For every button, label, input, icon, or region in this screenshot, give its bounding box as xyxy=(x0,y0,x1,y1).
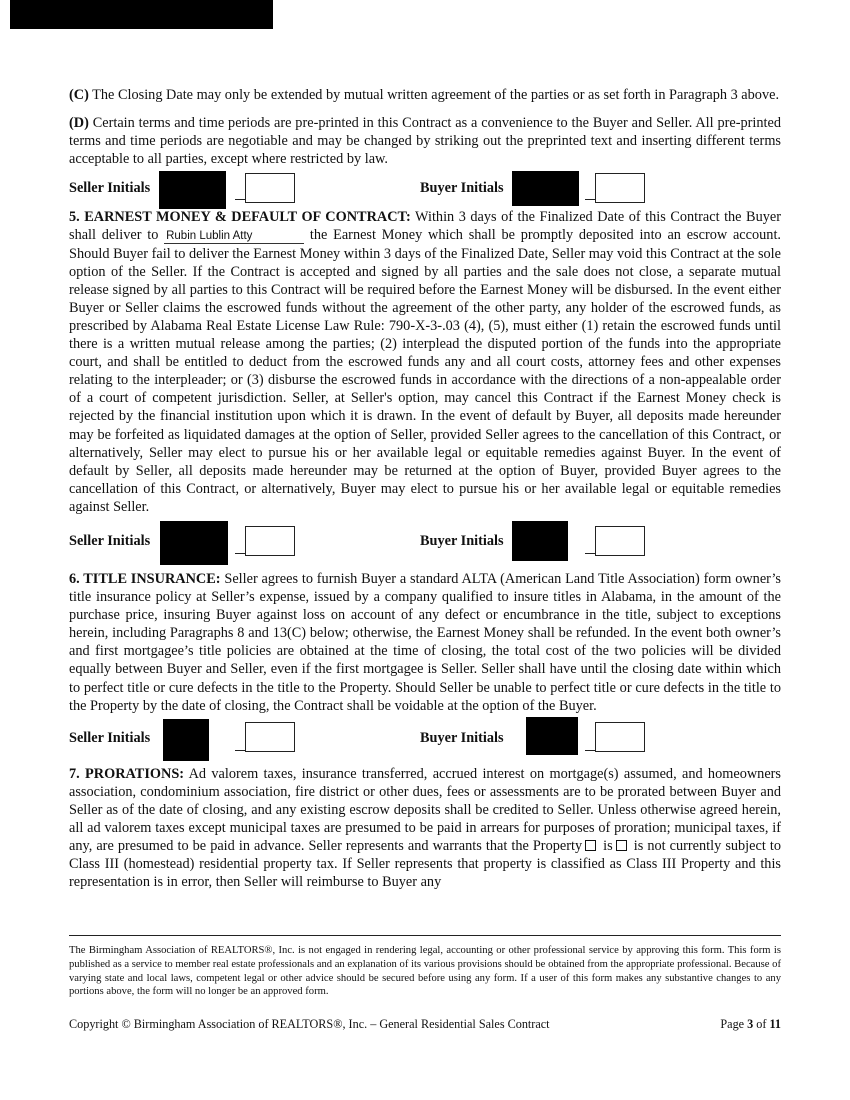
page-current: 3 xyxy=(747,1017,754,1031)
page-prefix: Page xyxy=(720,1017,748,1031)
section-5-text-a: Within 3 days of the Finalized Date of this Contract the Buyer shall deliver to xyxy=(69,209,781,244)
section-5-text-b: the Earnest Money which shall be promptly deposited into an escrow account. Should Buyer fail to deliver the Earnest Money within 3 days of the Finalized Date, Seller may void this Contract at the sole option of the Seller. If the Contract is accepted and signed by all parties and the sale does not close, a separate mutual release signed by all parties to this Contract will be required before the Earnest Money will be disbursed. In the event either Buyer or Seller claims the escrowed funds without the agreement of the other party, any holder of the escrowed funds, as prescribed by Alabama Real Estate License Law Rule: 790-X-3-.03 (4), (5), must either (1) retain the escrowed funds until there is a written mutual release among the parties; (2) interplead the disputed portion of the funds into the appropriate court, and shall be entitled to deduct from the escrowed funds any and all court costs, attorney fees and other expenses relating to the interpleader; or (3) disburse the escrowed funds in accordance with the directions of a non-appealable order of a court of competent jurisdiction. Seller, at Seller's option, may cancel this Contract if the Earnest Money check is rejected by the financial institution upon which it is drawn. In the event of default by Buyer, all deposits made hereunder may be forfeited as liquidated damages at the option of Seller, provided Seller agrees to the cancellation of this Contract, or alternatively, Seller may elect to pursue his or her available legal or equitable remedies against Buyer. In the event of default by Seller, all deposits made hereunder may be returned at the option of Buyer, provided Buyer agrees to the cancellation of this Contract, or alternatively, Buyer may elect to pursue his or her available legal or equitable remedies against Seller. xyxy=(69,227,781,515)
initials-line xyxy=(585,553,595,554)
seller-initials-box[interactable] xyxy=(245,173,295,203)
section-6-text: Seller agrees to furnish Buyer a standard ALTA (American Land Title Association) form owner’s title insurance policy at Seller’s expense, issued by a company qualified to insure titles in Alabama, in the amount of the purchase price, insuring Buyer against loss on account of any defect or encumbrance in the title, subject to exceptions herein, including Paragraphs 8 and 13(C) below; otherwise, the Earnest Money shall be refunded. In the event both owner’s and first mortgagee’s title policies are obtained at the time of closing, the total cost of the two policies will be divided equally between Buyer and Seller, even if the first mortgagee is Seller. Seller shall have until the closing date within which to perfect title or cure defects in the title to the Property. Should Seller be unable to perfect title or cure defects in the title to the Property by the date of closing, the Contract shall be voidable at the option of the Buyer. xyxy=(69,570,781,714)
section-7-text-a: Ad valorem taxes, insurance transferred, accrued interest on mortgage(s) assumed, and homeowners association, condominium association, fire district or other dues, fees or assessments are to be prorated between Buyer and Seller as of the date of closing, and any existing escrow deposits shall be credited to Seller. Unless otherwise agreed herein, all ad valorem taxes except municipal taxes are presumed to be paid in arrears for purposes of proration; municipal taxes, if any, are presumed to be paid in advance. Seller represents and warrants that the Property xyxy=(69,765,781,855)
buyer-initials-box[interactable] xyxy=(595,722,645,752)
paragraph-d xyxy=(69,114,781,168)
section-5 xyxy=(69,208,781,516)
buyer-initials-label: Buyer Initials xyxy=(420,729,504,746)
buyer-signature-redacted xyxy=(526,717,578,755)
contract-body xyxy=(69,86,781,891)
buyer-initials-label: Buyer Initials xyxy=(420,180,504,197)
seller-signature-redacted xyxy=(160,521,228,565)
buyer-signature-redacted xyxy=(512,171,579,206)
section-7-text-b: is not currently subject to Class III (homestead) residential property tax. If Seller represents that property is classified as Class III Property and this representation is in error, then Seller will reimburse to Buyer any xyxy=(69,838,781,891)
buyer-signature-redacted xyxy=(512,521,568,561)
copyright-text: Copyright © Birmingham Association of REALTORS®, Inc. – General Residential Sales Contract xyxy=(69,1017,550,1031)
seller-initials-label: Seller Initials xyxy=(69,180,151,197)
escrow-agent-field[interactable]: Rubin Lublin Atty xyxy=(164,230,304,244)
initials-line xyxy=(235,199,245,200)
section-7 xyxy=(69,765,781,892)
seller-initials-box[interactable] xyxy=(245,526,295,556)
page-total: 11 xyxy=(769,1017,781,1031)
paragraph-c xyxy=(69,86,781,104)
paragraph-c-label: (C) xyxy=(69,87,89,103)
paragraph-c-text: The Closing Date may only be extended by mutual written agreement of the parties or as set forth in Paragraph 3 above. xyxy=(88,87,780,103)
initials-line xyxy=(585,750,595,751)
initials-row-3 xyxy=(69,715,781,765)
page-number xyxy=(720,1017,781,1032)
initials-line xyxy=(235,750,245,751)
class-iii-is-not-checkbox[interactable] xyxy=(616,840,627,851)
seller-signature-redacted xyxy=(159,171,226,209)
section-7-heading: 7. PRORATIONS: xyxy=(69,765,185,782)
paragraph-d-text: Certain terms and time periods are pre-printed in this Contract as a convenience to the Buyer and Seller. All pre-printed terms and time periods are negotiable and may be changed by striking out the preprinted text and inserting different terms acceptable to all parties, except where restricted by law. xyxy=(69,115,781,168)
page-of: of xyxy=(753,1017,770,1031)
buyer-initials-label: Buyer Initials xyxy=(420,532,504,549)
initials-line xyxy=(235,553,245,554)
seller-signature-redacted xyxy=(163,719,209,761)
initials-row-2 xyxy=(69,516,781,570)
section-5-heading: 5. EARNEST MONEY & DEFAULT OF CONTRACT: xyxy=(69,209,411,226)
paragraph-d-label: (D) xyxy=(69,115,89,132)
seller-initials-label: Seller Initials xyxy=(69,532,151,549)
initials-line xyxy=(585,199,595,200)
class-iii-is-checkbox[interactable] xyxy=(585,840,596,851)
initials-row-1 xyxy=(69,168,781,208)
section-6 xyxy=(69,570,781,715)
footer-disclaimer: The Birmingham Association of REALTORS®, Inc. is not engaged in rendering legal, accounting or other professional service by approving this form. This form is published as a service to member real estate professionals and an explanation of its various provisions should be obtained from the appropriate professional. Because of varying state and local laws, competent legal or other advice should be secured before using any form. If a user of this form makes any substantive changes to any portions above, the form will no longer be an approved form. xyxy=(69,945,781,998)
redaction-bar-top xyxy=(10,0,273,29)
buyer-initials-box[interactable] xyxy=(595,526,645,556)
seller-initials-box[interactable] xyxy=(245,722,295,752)
seller-initials-label: Seller Initials xyxy=(69,729,151,746)
section-6-heading: 6. TITLE INSURANCE: xyxy=(69,570,221,587)
footer-divider xyxy=(69,935,781,936)
buyer-initials-box[interactable] xyxy=(595,173,645,203)
footer-copyright-line xyxy=(69,1017,781,1032)
section-7-is-label: is xyxy=(599,838,613,855)
